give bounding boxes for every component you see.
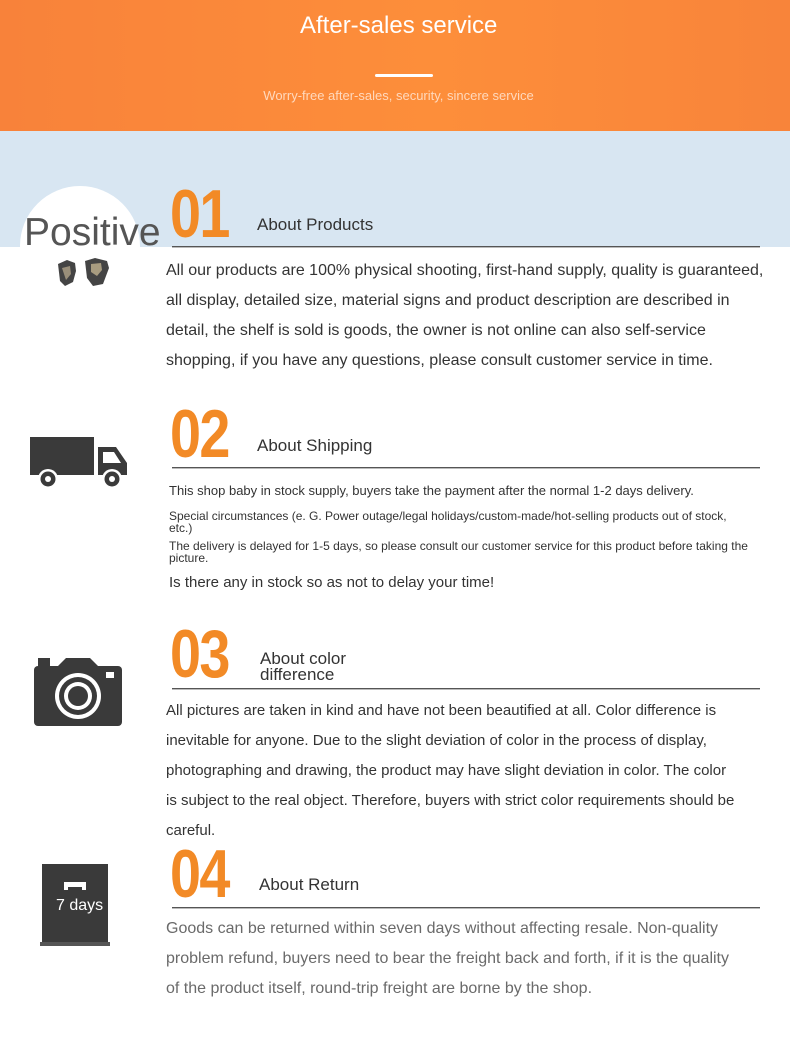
header-title: After-sales service: [300, 12, 498, 39]
section-title: About Products: [257, 215, 374, 234]
section-divider: [172, 467, 760, 469]
section-title: About Return: [259, 875, 360, 894]
return-days-label: 7 days: [56, 897, 104, 914]
header-subtitle: Worry-free after-sales, security, sincere service: [263, 88, 534, 103]
section-number: 01: [170, 176, 229, 252]
section-title: About Shipping: [257, 436, 373, 455]
camera-icon: [32, 656, 124, 733]
shipping-line: Special circumstances (e. G. Power outage/legal holidays/custom-made/hot-selling products out of stock, etc.): [169, 509, 727, 535]
section-number: 03: [170, 616, 229, 692]
section-paragraph: Goods can be returned within seven days without affecting resale. Non-quality problem refund, buyers need to bear the freight back and forth, if it is the quality of the product itself, round-trip freight are borne by the shop.: [166, 920, 729, 997]
gloves-icon: [55, 256, 113, 295]
section-number: 04: [170, 836, 229, 912]
header-underline: [375, 74, 433, 77]
truck-icon: [28, 433, 130, 498]
positive-label: Positive: [24, 211, 161, 254]
section-number: 02: [170, 396, 229, 472]
section-divider: [172, 688, 760, 690]
header-banner: [0, 0, 790, 131]
section-divider: [172, 246, 760, 248]
section-paragraph: All pictures are taken in kind and have not been beautified at all. Color difference is inevitable for anyone. Due to the slight deviation of color in the process of display, photographing and drawing, the product may have slight deviation in color. The color is subject to the real object. Therefore, buyers with strict color requirements should be careful.: [166, 702, 735, 839]
shipping-closing: Is there any in stock so as not to delay your time!: [169, 574, 495, 591]
shipping-line: This shop baby in stock supply, buyers take the payment after the normal 1-2 days delivery.: [169, 483, 694, 498]
section-title: About color difference: [260, 649, 346, 684]
section-paragraph: All our products are 100% physical shooting, first-hand supply, quality is guaranteed, all display, detailed size, material signs and product description are described in detail, the shelf is sold is goods, the owner is not online can also self-service shopping, if you have any questions, please consult customer service in time.: [166, 262, 764, 369]
section-divider: [172, 907, 760, 909]
shipping-line: The delivery is delayed for 1-5 days, so please consult our customer service for this product before taking the picture.: [169, 539, 748, 565]
